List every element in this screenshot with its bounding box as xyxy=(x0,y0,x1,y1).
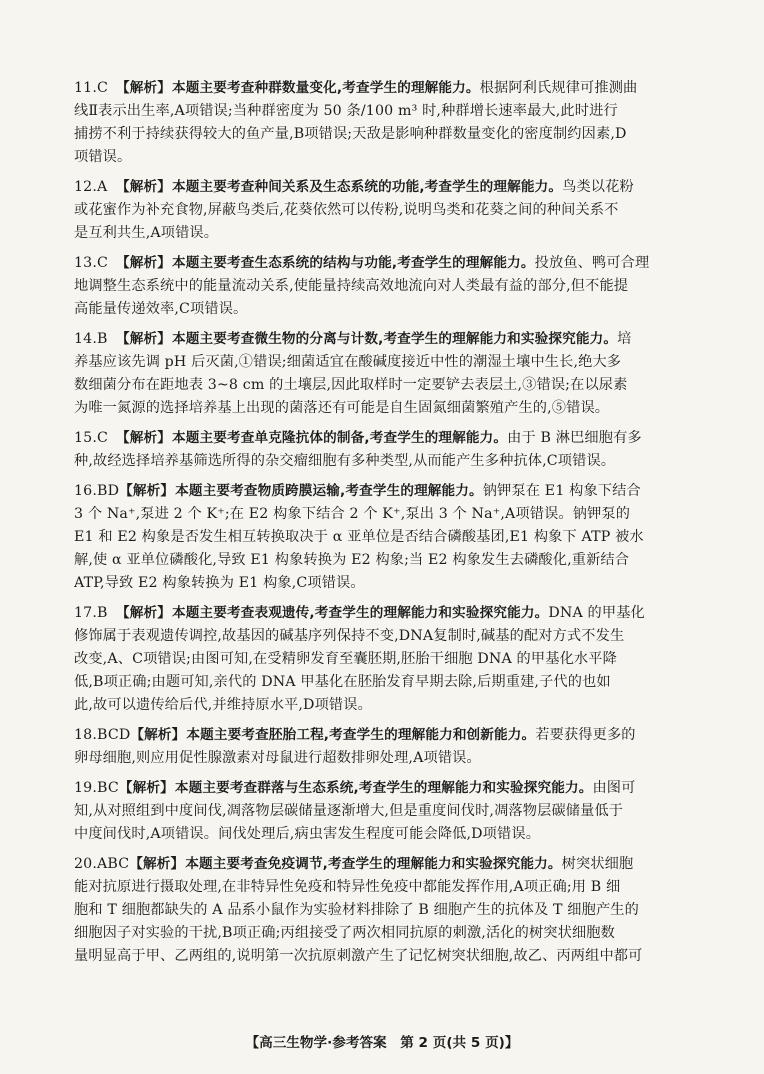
answer-list xyxy=(74,77,702,975)
explanation-line: 胞和 T 细胞都缺失的 A 品系小鼠作为实验材料排除了 B 细胞产生的抗体及 T 细胞产生的 xyxy=(74,902,639,918)
topic-summary: 本题主要考查物质跨膜运输,考查学生的理解能力。 xyxy=(175,483,483,499)
explanation-text: DNA 的甲基化 xyxy=(548,605,645,621)
topic-summary: 本题主要考查胚胎工程,考查学生的理解能力和创新能力。 xyxy=(186,727,536,743)
explanation-text: 投放鱼、鸭可合理 xyxy=(534,255,650,271)
analysis-tag: 【解析】 xyxy=(116,430,171,446)
analysis-tag: 【解析】 xyxy=(116,80,171,96)
analysis-tag: 【解析】 xyxy=(116,179,171,195)
explanation-line: 能对抗原进行摄取处理,在非特异性免疫和特异性免疫中都能发挥作用,A项正确;用 B 细 xyxy=(74,879,621,895)
explanation-line: 中度间伐时,A项错误。间伐处理后,病虫害发生程度可能会降低,D项错误。 xyxy=(74,826,541,842)
analysis-tag: 【解析】 xyxy=(116,605,171,621)
answer-first-line xyxy=(74,602,702,625)
topic-summary: 本题主要考查种间关系及生态系统的功能,考查学生的理解能力。 xyxy=(171,179,563,195)
topic-summary: 本题主要考查单克隆抗体的制备,考查学生的理解能力。 xyxy=(171,430,508,446)
explanation-line: 低,B项正确;由题可知,亲代的 DNA 甲基化在胚胎发育早期去除,后期重建,子代的也如 xyxy=(74,674,611,690)
explanation-line: 卵母细胞,则应用促性腺激素对母鼠进行超数排卵处理,A项错误。 xyxy=(74,750,481,766)
explanation-line: 解,使 α 亚单位磷酸化,导致 E1 构象转换为 E2 构象;当 E2 构象发生去磷酸化,重新结合 xyxy=(74,552,630,568)
topic-summary: 本题主要考查表观遗传,考查学生的理解能力和实验探究能力。 xyxy=(171,605,549,621)
question-number: 18.BCD xyxy=(74,727,131,743)
explanation-line: 量明显高于甲、乙两组的,说明第一次抗原刺激产生了记忆树突状细胞,故乙、丙两组中都可 xyxy=(74,948,643,964)
analysis-tag: 【解析】 xyxy=(116,255,171,271)
answer-item xyxy=(74,853,702,968)
explanation-line: 地调整生态系统中的能量流动关系,使能量持续高效地流向对人类最有益的部分,但不能提 xyxy=(74,278,629,294)
answer-item xyxy=(74,724,702,770)
answer-first-line xyxy=(74,77,702,100)
topic-summary: 本题主要考查微生物的分离与计数,考查学生的理解能力和实验探究能力。 xyxy=(171,331,618,347)
topic-summary: 本题主要考查生态系统的结构与功能,考查学生的理解能力。 xyxy=(171,255,535,271)
answer-first-line xyxy=(74,176,702,199)
explanation-line: 此,故可以遗传给后代,并维持原水平,D项错误。 xyxy=(74,697,372,713)
question-number: 12.A xyxy=(74,179,108,195)
explanation-line: 或花蜜作为补充食物,屏蔽鸟类后,花葵依然可以传粉,说明鸟类和花葵之间的种间关系不 xyxy=(74,202,619,218)
question-number: 16.BD xyxy=(74,483,120,499)
answer-first-line xyxy=(74,427,702,450)
topic-summary: 本题主要考查免疫调节,考查学生的理解能力和实验探究能力。 xyxy=(185,856,562,872)
explanation-line: 数细菌分布在距地表 3~8 cm 的土壤层,因此取样时一定要铲去表层土,③错误;在以尿素 xyxy=(74,377,628,393)
explanation-line: 项错误。 xyxy=(74,149,132,165)
answer-item xyxy=(74,328,702,420)
question-number: 11.C xyxy=(74,80,109,96)
answer-item xyxy=(74,427,702,473)
answer-item xyxy=(74,602,702,717)
question-number: 19.BC xyxy=(74,780,119,796)
explanation-line: E1 和 E2 构象是否发生相互转换取决于 α 亚单位是否结合磷酸基团,E1 构象下 ATP 被水 xyxy=(74,529,644,545)
explanation-text: 由图可 xyxy=(592,780,636,796)
explanation-line: 线Ⅱ表示出生率,A项错误;当种群密度为 50 条/100 m³ 时,种群增长速率最大,此时进行 xyxy=(74,103,618,119)
topic-summary: 本题主要考查种群数量变化,考查学生的理解能力。 xyxy=(171,80,480,96)
explanation-line: ATP,导致 E2 构象转换为 E1 构象,C项错误。 xyxy=(74,575,365,591)
explanation-line: 养基应该先调 pH 后灭菌,①错误;细菌适宜在酸碱度接近中性的潮湿土壤中生长,绝大多 xyxy=(74,354,622,370)
answer-first-line xyxy=(74,853,702,876)
answer-first-line xyxy=(74,480,702,503)
answer-item xyxy=(74,480,702,595)
topic-summary: 本题主要考查群落与生态系统,考查学生的理解能力和实验探究能力。 xyxy=(174,780,593,796)
answer-first-line xyxy=(74,252,702,275)
question-number: 13.C xyxy=(74,255,109,271)
analysis-tag: 【解析】 xyxy=(129,856,185,872)
analysis-tag: 【解析】 xyxy=(116,331,171,347)
explanation-text: 树突状细胞 xyxy=(561,856,634,872)
explanation-line: 3 个 Na⁺,泵进 2 个 K⁺;在 E2 构象下结合 2 个 K⁺,泵出 3 个 Na⁺,A项错误。钠钾泵的 xyxy=(74,506,631,522)
question-number: 17.B xyxy=(74,605,108,621)
explanation-line: 为唯一氮源的选择培养基上出现的菌落还有可能是自生固氮细菌繁殖产生的,⑤错误。 xyxy=(74,400,610,416)
explanation-line: 捕捞不利于持续获得较大的鱼产量,B项错误;天敌是影响种群数量变化的密度制约因素,D xyxy=(74,126,627,142)
explanation-text: 钠钾泵在 E1 构象下结合 xyxy=(482,483,641,499)
explanation-line: 高能量传递效率,C项错误。 xyxy=(74,301,248,317)
answer-first-line xyxy=(74,328,702,351)
page-footer: 【高三生物学·参考答案 第 2 页(共 5 页)】 xyxy=(245,1035,519,1051)
question-number: 14.B xyxy=(74,331,108,347)
explanation-text: 由于 B 淋巴细胞有多 xyxy=(507,430,642,446)
answer-item xyxy=(74,777,702,846)
answer-first-line xyxy=(74,777,702,800)
explanation-line: 细胞因子对实验的干扰,B项正确;丙组接受了两次相同抗原的刺激,活化的树突状细胞数 xyxy=(74,925,615,941)
analysis-tag: 【解析】 xyxy=(119,483,175,499)
analysis-tag: 【解析】 xyxy=(118,780,174,796)
question-number: 15.C xyxy=(74,430,109,446)
analysis-tag: 【解析】 xyxy=(130,727,186,743)
explanation-text: 鸟类以花粉 xyxy=(562,179,634,195)
answer-item xyxy=(74,77,702,169)
answer-first-line xyxy=(74,724,702,747)
answer-item xyxy=(74,176,702,245)
question-number: 20.ABC xyxy=(74,856,130,872)
answer-item xyxy=(74,252,702,321)
explanation-line: 种,故经选择培养基筛选所得的杂交瘤细胞有多种类型,从而能产生多种抗体,C项错误。 xyxy=(74,453,616,469)
explanation-text: 若要获得更多的 xyxy=(535,727,636,743)
explanation-text: 根据阿利氏规律可推测曲 xyxy=(479,80,638,96)
explanation-text: 培 xyxy=(617,331,632,347)
explanation-line: 知,从对照组到中度间伐,凋落物层碳储量逐渐增大,但是重度间伐时,凋落物层碳储量低于 xyxy=(74,803,624,819)
explanation-line: 改变,A、C项错误;由图可知,在受精卵发育至囊胚期,胚胎干细胞 DNA 的甲基化水平降 xyxy=(74,651,617,667)
explanation-line: 是互利共生,A项错误。 xyxy=(74,225,219,241)
explanation-line: 修饰属于表观遗传调控,故基因的碱基序列保持不变,DNA复制时,碱基的配对方式不发生 xyxy=(74,628,625,644)
